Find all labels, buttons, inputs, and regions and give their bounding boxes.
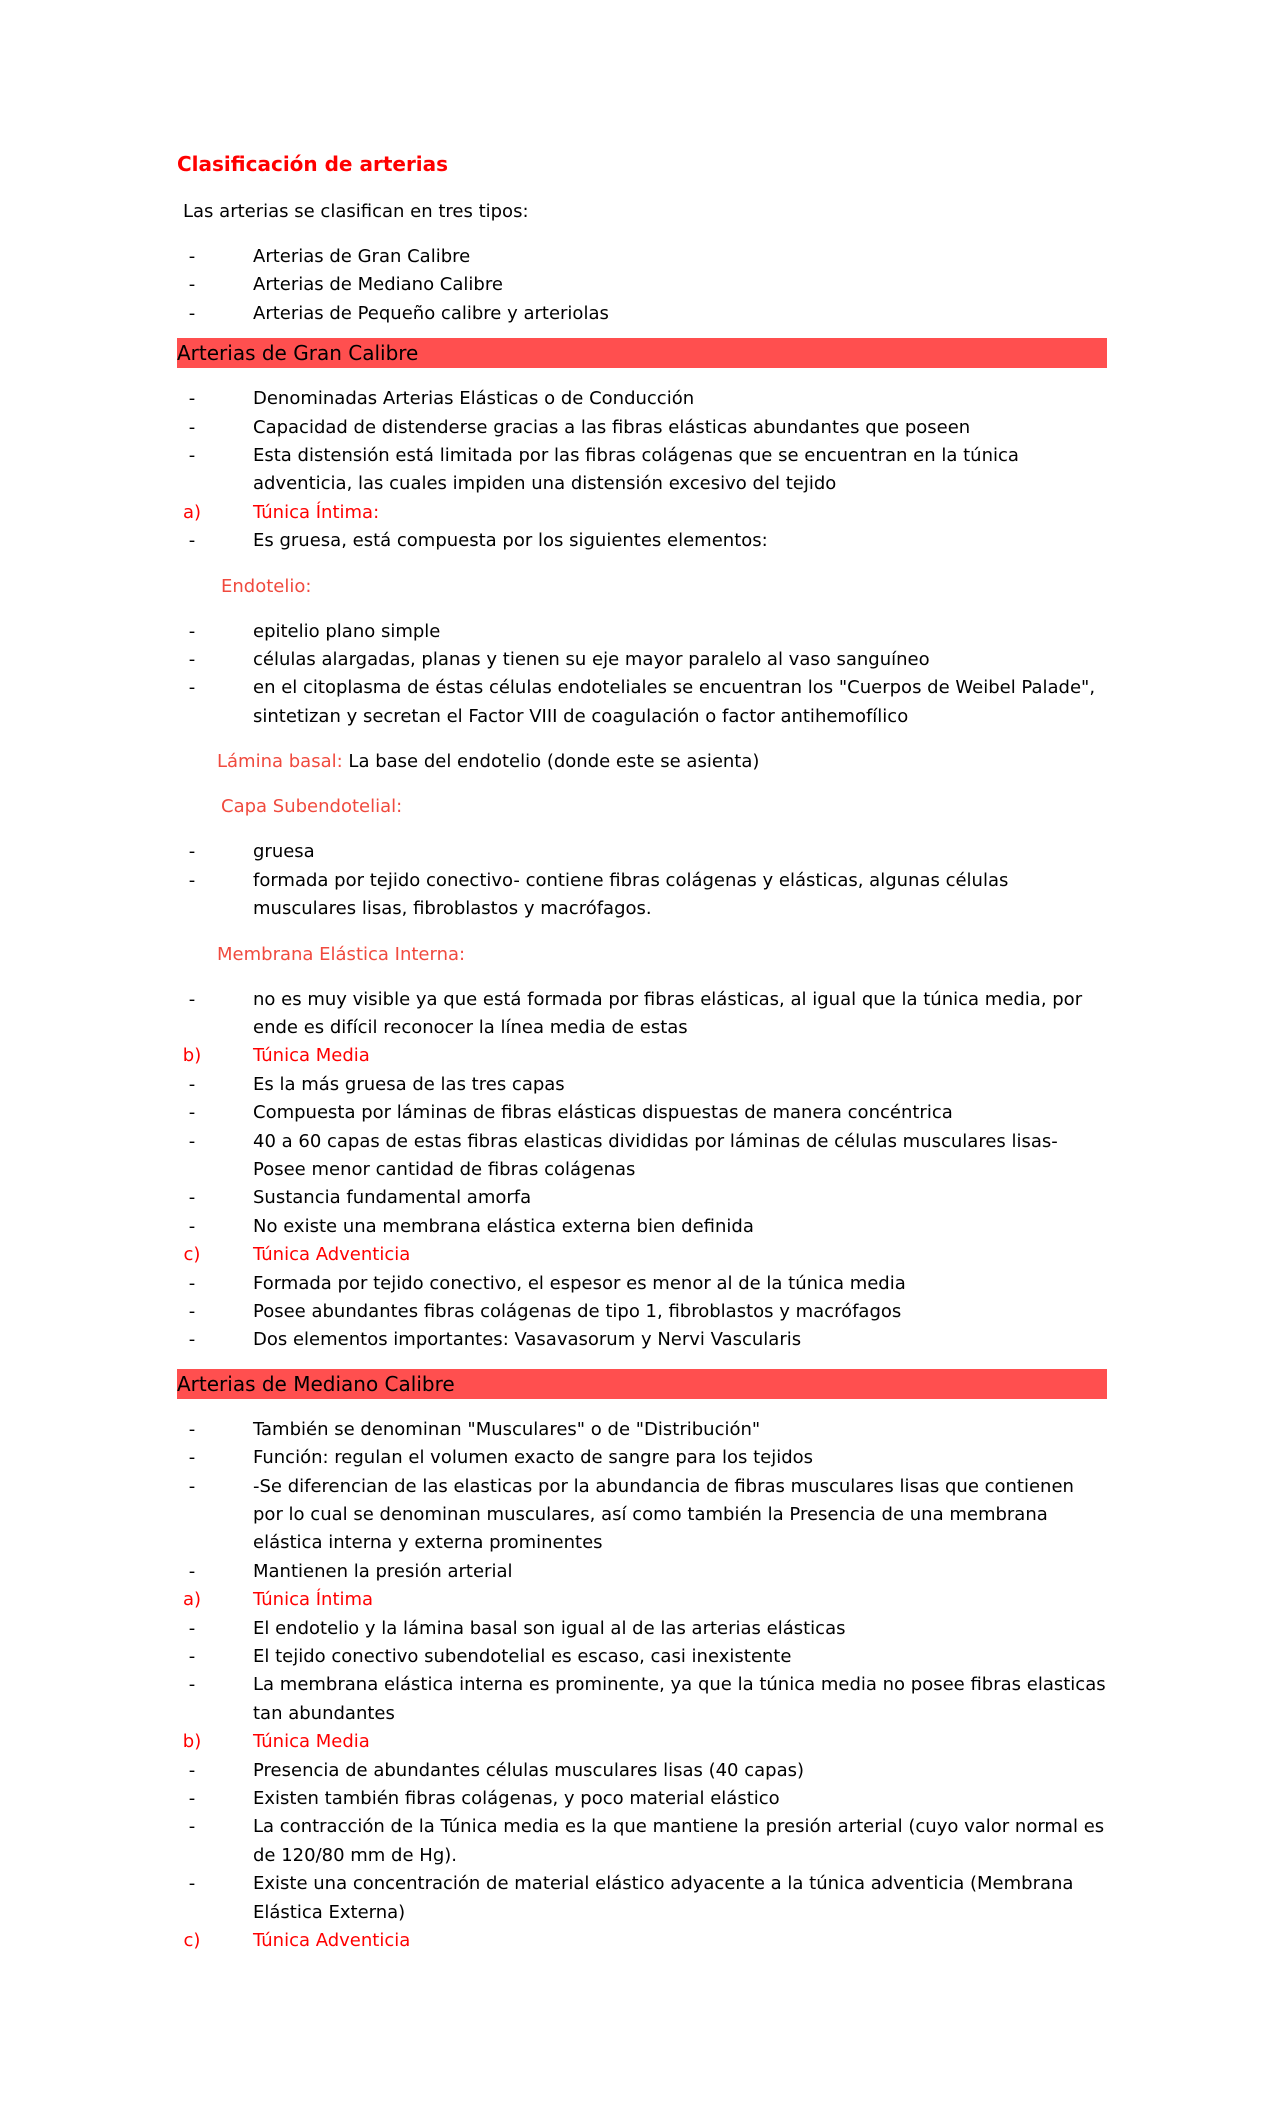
subheading-tunica-media: b) Túnica Media [182,1045,370,1067]
list-item: - epitelio plano simple [188,620,441,642]
list-item: - El tejido conectivo subendotelial es escaso, casi inexistente [188,1646,792,1668]
gran-bullets [177,385,1107,555]
subheading-tunica-adventicia: c) Túnica Adventicia [183,1244,411,1266]
list-item: - Mantienen la presión arterial [188,1560,513,1582]
list-item: - Esta distensión está limitada por las fibras colágenas que se encuentran en la túnica adventicia, las cuales impiden una distensión excesivo del tejido [188,445,1019,495]
list-item: - no es muy visible ya que está formada por fibras elásticas, al igual que la túnica media, por ende es difícil reconocer la línea media de estas [188,988,1083,1038]
subheading-tunica-intima: a) Túnica Íntima: [182,501,380,523]
capa-bullets [177,838,1107,923]
list-item: - Existe una concentración de material elástico adyacente a la túnica adventicia (Membrana Elástica Externa) [188,1873,1074,1923]
list-item: - No existe una membrana elástica externa bien definida [188,1215,754,1237]
list-item: - -Se diferencian de las elasticas por la abundancia de fibras musculares lisas que contienen por lo cual se denominan musculares, así como también la Presencia de una membrana elástica interna y externa prominentes [188,1475,1074,1554]
list-item: - Es gruesa, está compuesta por los siguientes elementos: [188,530,768,552]
list-item: - Función: regulan el volumen exacto de sangre para los tejidos [188,1447,814,1469]
list-item: - Arterias de Mediano Calibre [188,274,503,296]
list-item: - Arterias de Pequeño calibre y arteriolas [188,302,609,324]
subheading-tunica-media: b) Túnica Media [182,1731,370,1753]
subheading-tunica-intima: a) Túnica Íntima [182,1589,374,1611]
list-item: - La membrana elástica interna es prominente, ya que la túnica media no posee fibras elasticas tan abundantes [188,1674,1106,1724]
list-item: - Compuesta por láminas de fibras elásticas dispuestas de manera concéntrica [188,1102,953,1124]
label-capa-subendotelial: Capa Subendotelial: [221,796,403,818]
lamina-basal-text: La base del endotelio (donde este se asienta) [348,751,760,773]
list-item: - gruesa [188,841,315,863]
section-heading-gran-calibre: Arterias de Gran Calibre [177,338,1107,368]
list-item: - en el citoplasma de éstas células endoteliales se encuentran los "Cuerpos de Weibel Palade", sintetizan y secretan el Factor VIII de coagulación o factor antihemofílico [188,677,1096,727]
list-item: - Formada por tejido conectivo, el espesor es menor al de la túnica media [188,1272,906,1294]
membrana-and-layers [177,986,1107,1355]
list-item: - Existen también fibras colágenas, y poco material elástico [188,1788,780,1810]
document-title: Clasificación de arterias [177,152,449,176]
list-item: - Sustancia fundamental amorfa [188,1187,532,1209]
list-item: - También se denominan "Musculares" o de "Distribución" [188,1418,761,1440]
label-membrana-elastica-interna: Membrana Elástica Interna: [217,943,466,965]
list-item: - Arterias de Gran Calibre [188,246,471,267]
list-item: - Posee abundantes fibras colágenas de tipo 1, fibroblastos y macrófagos [188,1300,902,1322]
intro-text: Las arterias se clasifican en tres tipos: [183,201,529,222]
list-item: - Denominadas Arterias Elásticas o de Conducción [188,388,695,410]
list-item: - Presencia de abundantes células musculares lisas (40 capas) [188,1759,805,1781]
types-list [177,243,1107,328]
label-endotelio: Endotelio: [221,575,312,597]
section-heading-mediano-calibre: Arterias de Mediano Calibre [177,1369,1107,1399]
lamina-basal-line [177,748,1107,776]
list-item: - Es la más gruesa de las tres capas [188,1073,565,1095]
list-item: - 40 a 60 capas de estas fibras elasticas divididas por láminas de células musculares lisas- Posee menor cantidad de fibras colágenas [188,1130,1058,1180]
list-item: - El endotelio y la lámina basal son igual al de las arterias elásticas [188,1617,846,1639]
mediano-bullets [177,1416,1107,1956]
subheading-tunica-adventicia: c) Túnica Adventicia [183,1930,411,1952]
label-lamina-basal: Lámina basal: [217,751,343,773]
list-item: - células alargadas, planas y tienen su eje mayor paralelo al vaso sanguíneo [188,649,930,671]
document-content [177,150,1107,1956]
list-item: - Capacidad de distenderse gracias a las fibras elásticas abundantes que poseen [188,416,971,438]
endotelio-bullets [177,618,1107,732]
list-item: - Dos elementos importantes: Vasavasorum y Nervi Vascularis [188,1329,802,1351]
list-item: - formada por tejido conectivo- contiene fibras colágenas y elásticas, algunas células musculares lisas, fibroblastos y macrófagos. [188,869,1009,920]
list-item: - La contracción de la Túnica media es la que mantiene la presión arterial (cuyo valor normal es de 120/80 mm de Hg). [188,1816,1105,1866]
